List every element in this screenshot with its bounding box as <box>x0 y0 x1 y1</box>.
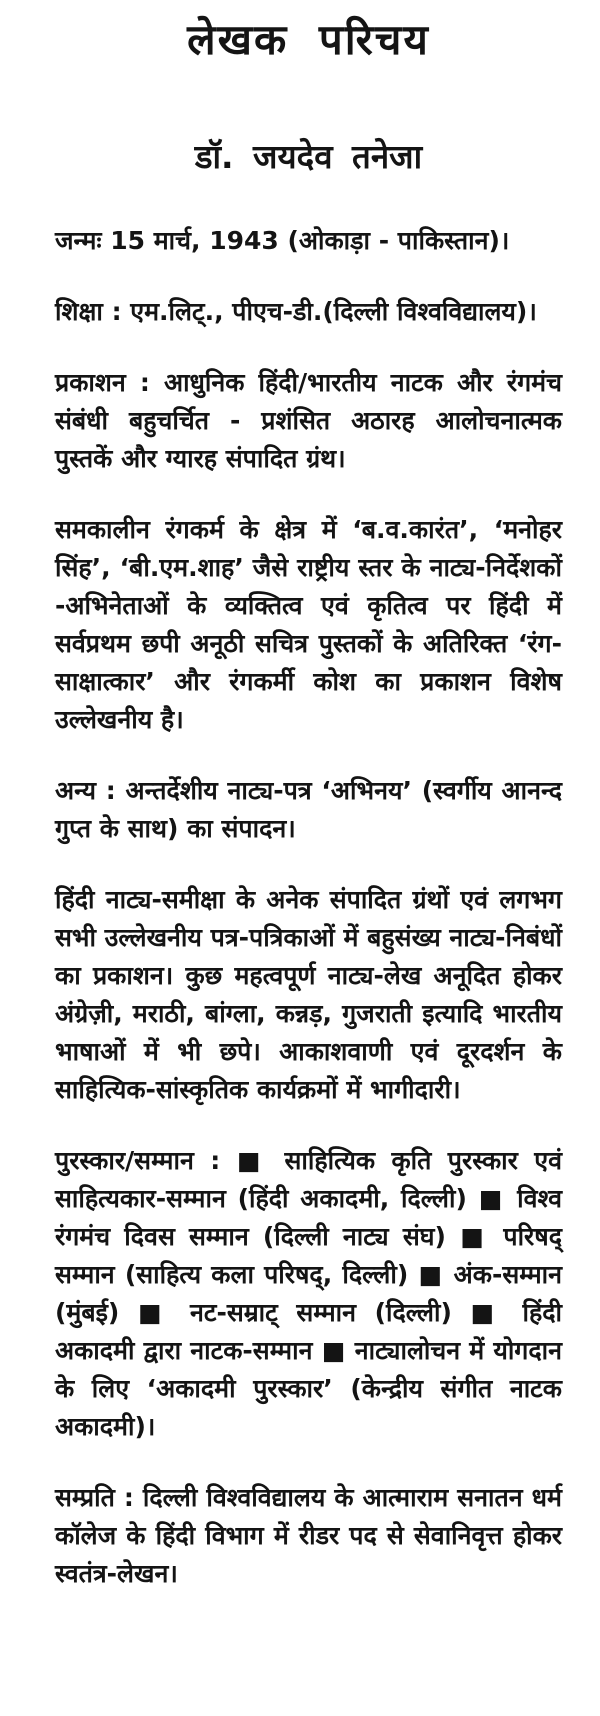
author-bio-body <box>55 222 562 1593</box>
paragraph-criticism-and-media: हिंदी नाट्य-समीक्षा के अनेक संपादित ग्रंथों एवं लगभग सभी उल्लेखनीय पत्र-पत्रिकाओं में बहुसंख्य नाट्य-निबंधों का प्रकाशन। कुछ महत्वपूर्ण नाट्य-लेख अनूदित होकर अंग्रेज़ी, मराठी, बांग्ला, कन्नड़, गुजराती इत्यादि भारतीय भाषाओं में भी छपे। आकाशवाणी एवं दूरदर्शन के साहित्यिक-सांस्कृतिक कार्यक्रमों में भागीदारी। <box>55 885 562 1104</box>
paragraph-education: शिक्षा : एम.लिट्., पीएच-डी.(दिल्ली विश्वविद्यालय)। <box>55 297 537 326</box>
paragraph-awards-honours: पुरस्कार/सम्मान : ■ साहित्यिक कृति पुरस्कार एवं साहित्यकार-सम्मान (हिंदी अकादमी, दिल्ली) ■ विश्व रंगमंच दिवस सम्मान (दिल्ली नाट्य संघ) ■ परिषद् सम्मान (साहित्य कला परिषद्, दिल्ली) ■ अंक-सम्मान (मुंबई) ■ नट-सम्राट् सम्मान (दिल्ली) ■ हिंदी अकादमी द्वारा नाटक-सम्मान ■ नाट्यालोचन में योगदान के लिए ‘अकादमी पुरस्कार’ (केन्द्रीय संगीत नाटक अकादमी)। <box>55 1146 562 1441</box>
paragraph-current-status: सम्प्रति : दिल्ली विश्वविद्यालय के आत्माराम सनातन धर्म कॉलेज के हिंदी विभाग में रीडर पद से सेवानिवृत्त होकर स्वतंत्र-लेखन। <box>55 1483 562 1588</box>
paragraph-other-editing: अन्य : अन्तर्देशीय नाट्य-पत्र ‘अभिनय’ (स्वर्गीय आनन्द गुप्त के साथ) का संपादन। <box>55 776 562 843</box>
paragraph-birth: जन्मः 15 मार्च, 1943 (ओकाड़ा - पाकिस्तान)। <box>55 226 510 255</box>
author-name: डॉ. जयदेव तनेजा <box>194 137 423 176</box>
paragraph-theatre-work: समकालीन रंगकर्म के क्षेत्र में ‘ब.व.कारंत’, ‘मनोहर सिंह’, ‘बी.एम.शाह’ जैसे राष्ट्रीय स्तर के नाट्य-निर्देशकों -अभिनेताओं के व्यक्तित्व एवं कृतित्व पर हिंदी में सर्वप्रथम छपी अनूठी सचित्र पुस्तकों के अतिरिक्त ‘रंग-साक्षात्कार’ और रंगकर्मी कोश का प्रकाशन विशेष उल्लेखनीय है। <box>55 515 562 734</box>
page-title: लेखक परिचय <box>187 15 430 64</box>
paragraph-publications: प्रकाशन : आधुनिक हिंदी/भारतीय नाटक और रंगमंच संबंधी बहुचर्चित - प्रशंसित अठारह आलोचनात्मक पुस्तकें और ग्यारह संपादित ग्रंथ। <box>55 368 562 473</box>
